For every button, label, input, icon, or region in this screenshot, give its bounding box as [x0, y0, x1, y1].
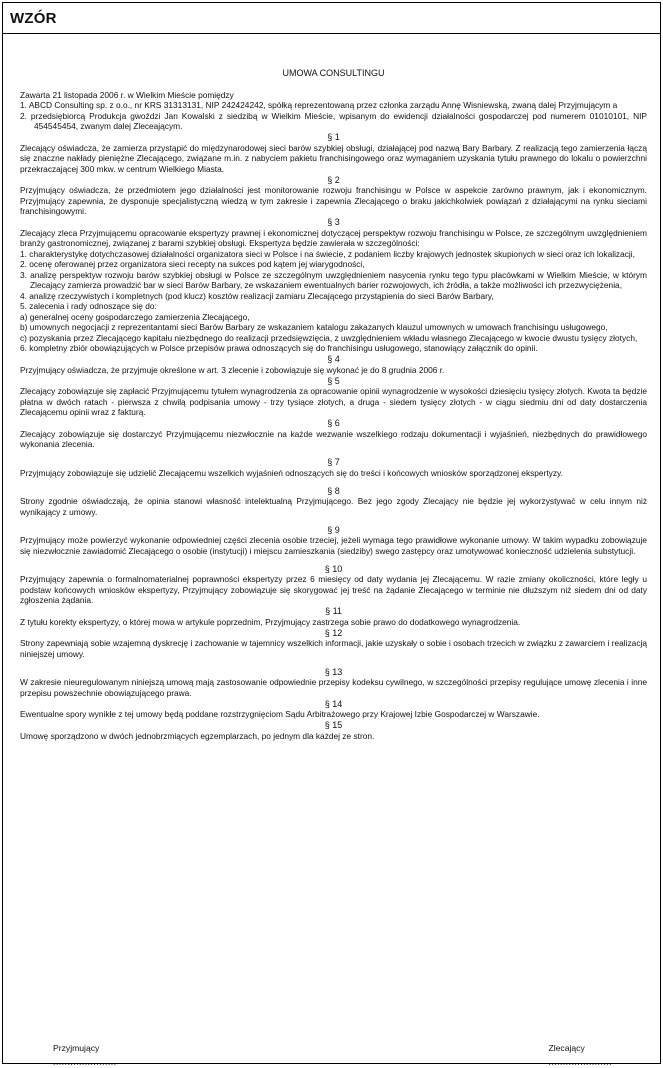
header-bar	[3, 3, 660, 34]
section-15-title: § 15	[324, 720, 343, 730]
section-3-title: § 3	[327, 217, 340, 227]
section-11-text: Z tytułu korekty ekspertyzy, o której mowa w artykule poprzednim, Przyjmujący zastrzega sobie prawo do dodatkowego wynagrodzenia.	[20, 616, 521, 627]
section-14-title: § 14	[324, 698, 343, 709]
section-3-item: b) umownych negocjacji z reprezentantami sieci Barów Barbary ze wskazaniem katalogu zakazanych klauzul umownych w umowach franchisingu usługowego,	[20, 322, 608, 332]
section-3-item: 2. ocenę oferowanej przez organizatora sieci recepty na sukces pod kątem jej wiarygodności,	[20, 259, 365, 269]
section-10-text: Przyjmujący zapewnia o formalnomaterialnej poprawności ekspertyzy przez 6 miesięcy od daty wydania jej Zlecającemu. W razie zmiany okoliczności, które legły u podstaw końcowych wniosków ekspertyzy, Przyjmujący zobowiązuje się skorygować jej treść na żądanie Zlecającego w terminie nie dłuższym niż siedem dni od daty zgłoszenia żądania.	[20, 574, 647, 605]
section-5-text: Zlecający zobowiązuje się zapłacić Przyjmującemu tytułem wynagrodzenia za opracowanie opinii wynagrodzenie w wysokości dziesięciu tysięcy złotych. Kwota ta będzie płatna w dwóch ratach - pierwsza z chwilą podpisania umowy - trzy tysiące złotych, a druga - siedem tysięcy złotych - w ciągu siedmiu dni od daty dostarczenia Zlecającemu opinii wraz z fakturą.	[20, 386, 647, 417]
section-3-item: 6. kompletny zbiór obowiązujących w Polsce przepisów prawa odnoszących się do franchisingu usługowego, stanowiący załącznik do opinii.	[20, 343, 538, 353]
spacer	[20, 659, 647, 666]
section-3-text: Zlecający zleca Przyjmującemu opracowanie ekspertyzy prawnej i ekonomicznej dotyczącej perspektyw rozwoju franchisingu w Polsce, ze szczególnym uwzględnieniem branży gastronomicznej, związanej z barami szybkiej obsługi. Ekspertyza będzie zawierała w szczególności:	[20, 227, 647, 248]
section-3-item: 1. charakterystykę dotychczasowej działalności organizatora sieci w Polsce i na świecie, z podaniem liczby krajowych jednostek skupionych w sieci oraz ich lokalizacji,	[20, 248, 635, 259]
party-1: 1. ABCD Consulting sp. z o.o., nr KRS 31313131, NIP 242424242, spółką reprezentowaną przez członka zarządu Annę Wisniewską, zwaną dalej Przyjmującym a	[20, 100, 618, 110]
section-1-title: § 1	[327, 132, 340, 142]
section-9-text: Przyjmujący może powierzyć wykonanie odpowiedniej części zlecenia osobie trzeciej, jeżeli wymaga tego prawidłowe wykonanie umowy. W takim wypadku zobowiązuje się niezwłocznie zawiadomić Zlecającego o osobie (instytucji) i miejscu zamieszkania (siedziby) swego zastępcy oraz umotywować konieczność udzielenia substytucji.	[20, 535, 647, 556]
spacer	[20, 450, 647, 457]
header-title: WZÓR	[10, 9, 57, 27]
section-13-title: § 13	[324, 666, 343, 677]
section-8-title: § 8	[327, 485, 340, 496]
section-6-title: § 6	[327, 418, 340, 428]
party-2: 2. przedsiębiorcą Produkcja gwoździ Jan Kowalski z siedzibą w Wielkim Mieście, wpisanym do ewidencji działalności gospodarczej pod numerem 01010101, NIP 454545454, zwanym dalej Zleceającym.	[20, 110, 647, 131]
document-title: UMOWA CONSULTINGU	[282, 68, 385, 78]
section-7-text: Przyjmujący zobowiązuje się udzielić Zlecającemu wszelkich wyjaśnień odnoszących się do treści i końcowych wniosków sporządzonej ekspertyzy.	[20, 467, 563, 478]
spacer	[20, 517, 647, 524]
document-page	[2, 2, 661, 1067]
signature-right-label: Zlecający	[548, 1043, 585, 1053]
signature-left-label: Przyjmujący	[53, 1043, 100, 1053]
section-10-title: § 10	[324, 563, 343, 574]
section-15-text: Umowę sporządzono w dwóch jednobrzmiących egzemplarzach, po jednym dla każdej ze stron.	[20, 730, 375, 741]
spacer	[20, 556, 647, 563]
section-4-title: § 4	[327, 354, 340, 364]
document-body	[3, 68, 660, 741]
section-8-text: Strony zgodnie oświadczają, że opinia stanowi własność intelektualną Przyjmującego. Bez jego zgody Zlecający nie będzie jej wykorzystywać w celu innym niż wynikający z umowy.	[20, 496, 647, 517]
signature-left-line: ......................	[53, 1057, 117, 1067]
section-12-text: Strony zapewniają sobie wzajemną dyskrecję i zachowanie w tajemnicy wszelkich informacji, jakie uzyskały o sobie i osobach trzecich w związku z zawarciem i realizacją niniejszej umowy.	[20, 638, 647, 659]
signature-left	[53, 1043, 117, 1067]
section-2-title: § 2	[327, 174, 340, 185]
section-9-title: § 9	[327, 524, 340, 535]
section-3-item: c) pozyskania przez Zlecającego kapitału niezbędnego do realizacji przedsięwzięcia, z uwzględnieniem wkładu własnego Zlecającego w kwocie dwustu tysięcy złotych,	[20, 332, 638, 343]
intro-text: Zawarta 21 listopada 2006 r. w Wielkim Mieście pomiędzy	[20, 89, 234, 100]
section-3-item: a) generalnej oceny gospodarczego zamierzenia Zlecającego,	[20, 311, 250, 322]
section-12-title: § 12	[324, 627, 343, 638]
section-3-item: 5. zalecenia i rady odnoszące się do:	[20, 301, 157, 311]
section-4-text: Przyjmujący oświadcza, że przyjmuje określone w art. 3 zlecenie i zobowiązuje się wykonać je do 8 grudnia 2006 r.	[20, 364, 445, 375]
section-13-text: W zakresie nieuregulowanym niniejszą umową mają zastosowanie odpowiednie przepisy kodeksu cywilnego, w szczególności przepisy regulujące umowę zlecenia i inne przepisu powszechnie obowiązującego prawa.	[20, 677, 647, 698]
section-3-item: 4. analizę rzeczywistych i kompletnych (pod klucz) kosztów realizacji zamiaru Zlecającego przystąpienia do sieci Barów Barbary,	[20, 290, 494, 301]
section-3-item: 3. analizę perspektyw rozwoju barów szybkiej obsługi w Polsce ze szczególnym uwzględnieniem nasycenia rynku tego typu placówkami w Wielkim Mieście, w którym Zlecający zamierza prowadzić bar w sieci Barów Barbary, ze wskazaniem ewentualnych barier rozwojowych, ich źródła, a także możliwości ich przezwyciężenia,	[20, 269, 647, 290]
section-5-title: § 5	[327, 375, 340, 386]
signature-right-line: ......................	[548, 1057, 612, 1067]
spacer	[20, 478, 647, 485]
section-2-text: Przyjmujący oświadcza, że przedmiotem jego działalności jest monitorowanie rozwoju franchisingu w Polsce w aspekcie zarówno prawnym, jak i ekonomicznym. Przyjmujący zapewnia, że dysponuje specjalistyczną wiedzą w tym zakresie i zapewnia Zlecającego o braku jakichkolwiek powiązań z działającymi na rynku sieciami franchisingowymi.	[20, 185, 647, 216]
section-6-text: Zlecający zobowiązuje się dostarczyć Przyjmującemu niezwłocznie na każde wezwanie wszelkiego rodzaju dokumentacji i wyjaśnień, niezbędnych do prawidłowego wykonania zlecenia.	[20, 428, 647, 449]
signature-right	[548, 1043, 612, 1067]
section-14-text: Ewentualne spory wynikłe z tej umowy będą poddane rozstrzygnięciom Sądu Arbitrażowego przy Krajowej Izbie Gospodarczej w Warszawie.	[20, 709, 540, 719]
section-11-title: § 11	[325, 606, 342, 616]
section-1-text: Zlecający oświadcza, że zamierza przystąpić do międzynarodowej sieci barów szybkiej obsługi, działającej pod nazwą Bary Barbary. Z realizacją tego zamierzenia łączą się znaczne nakłady pieniężne Zlecającego, związane m.in. z nabyciem pakietu franchisingowego oraz wymaganiem uzyskania tytułu prawnego do lokalu o powierzchni przekraczającej 300 mkw. w centrum Wielkiego Miasta.	[20, 142, 647, 174]
section-7-title: § 7	[327, 457, 340, 467]
